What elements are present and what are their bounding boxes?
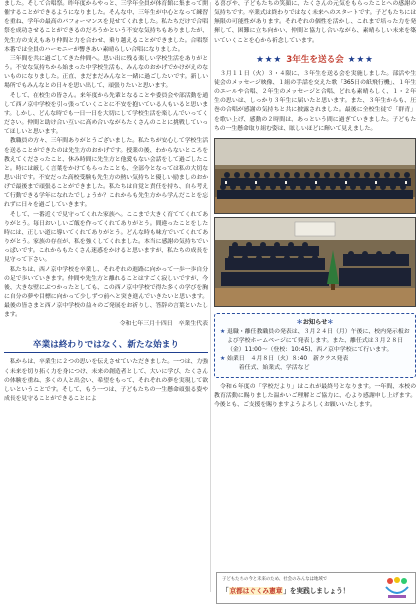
column-divider xyxy=(210,2,211,592)
address-paragraph-3: そして、在校生の皆さん。来年度から先輩となることや委員会や部活動を通して西ノ京中学校を引っ張っていくことに不安を抱いている人もいると思います。しかし、どんな時でも一日一日を大切にして学校生活を楽しんでいってください。仲間と助け合い互いに高め合いながらたくさんのことに挑戦していってほしいと思います。 xyxy=(4,92,208,136)
principal-paragraph: 私からは、卒業生に２つの思いを伝えさせていただきました。一つは、力強く未来を切り拓く力を身につけ、未来の創造者として、大いに学び、たくさんの体験を重ね、多くの人と出会い、希望をもって、それぞれの夢を実現して欲しいということです。そして、もう一つは、子どもたちの一生懸命頑張る姿や成長を見守ることができることによ xyxy=(4,359,208,403)
notice-item-text: 始業日 ４月８日（火）８:40 新クラス発表 着任式、始業式、学活など xyxy=(227,355,349,371)
left-column xyxy=(4,0,208,404)
section-heading-farewell xyxy=(214,53,416,65)
address-paragraph-1: ました。そして合唱祭。昨年度からやっと、三学年全員が体育館に集まって開催することができるようになりました。そんな中、三年生が中心となって練習を重ね、学年の最高のパフォーマンスを見せてくれました。私たちだけで合唱祭を成功させることができるのだろうかという不安な気持ちもありましたが、先生方の支えもあり仲間と力を合わせ、乗り越えることができました。合唱祭本番では全員のハーモニーが響きあい素晴らしい合唱になりました。 xyxy=(4,1,208,53)
farewell-heading-title: 3年生を送る会 xyxy=(286,54,344,65)
address-paragraph-4: 教職員の方々、三年間ありがとうございました。私たちが安心して学校生活を送ることができたのは先生方のおかげです。授業の後、わからないところを教えてくださったこと、休み時間に先生方と他愛もない会話をして過ごしたこと。時には厳しく言葉をかけてもらったことも、全部今となっては私の大切な思い出です。不安だった高校受験も先生方の熱い気持ちと優しい励ましのおかげで最後まで頑張ることができました。私たちは自覚と責任を持ち、自ら考えて行動できる学年になれたでしょうか？これからも先生方から学んだことを忘れずに日々を過ごしていきます。 xyxy=(4,138,208,209)
banner-slogan xyxy=(222,585,349,595)
signature-line: 令和七年三月十四日 卒業生代表 xyxy=(119,321,208,328)
hagukumi-charter-banner xyxy=(216,572,416,604)
star-decoration-left: ★★★ xyxy=(256,54,283,65)
farewell-paragraph: ３月１１日（火）３・４限に、３年生を送る会を実施しました。部活や生徒会のメッセージ映像、１組の手話を交えた歌「365日の紙飛行機」、１年生のエールや合唱、２年生のメッセージと合唱、どれも素晴らしく、１・２年生の思いは、しっかり３年生に届いたと思います。また、３年生からも、圧巻の合唱が感謝の気持ちと共に披露されました。最後に全校生徒で「群青」を歌い上げ、感動の２時間は、あっという間に過ぎていきました。子どもたちの一生懸命取り組む姿は、眩しいほどに輝いて見えました。 xyxy=(214,70,416,132)
principal-paragraph-continued: る喜びや、子どもたちの笑顔に、たくさんの元気をもらったことへの感謝の気持ちです。卒業式は終わりではなく未来へのスタートです。子どもたちには無限の可能性があります。それぞれの個性を活かし、これまで培った力を発揮して、困難に立ち向かい、仲間と協力し合いながら、素晴らしい未来を築いていくことを心から祈念しています。 xyxy=(214,1,416,44)
asterisk-icon: ＊ xyxy=(296,318,303,326)
star-decoration-right: ★★★ xyxy=(347,54,374,65)
choir-photo-2-image xyxy=(215,218,415,306)
right-column xyxy=(214,0,416,595)
address-paragraph-6: 私たちは、西ノ京中学校を卒業し、それぞれの進路に向かって一歩一歩自分の足で歩いていきます。仲間や先生方と離れることはすごく寂しいですが、今後、大きな壁にぶつかったとしても、この西ノ京中学校で得た多くの学びを胸に自分の夢や目標に向かって少しずつ前へと突き進んでいきたいと思います。最後の皆さまと西ノ京中学校の益々のご発展をお祈りし、答辞の言葉といたします。 xyxy=(4,266,208,319)
closing-paragraph: 令和６年度の「学校だより」はこれが最終号となります。一年間、本校の教育活動に賜りました温かいご理解とご協力に、心より感謝申し上げます。今後とも、ご支援を賜りますようよろしくお願いいたします。 xyxy=(214,383,416,409)
notice-item-staff-transfer xyxy=(220,328,410,355)
star-bullet-icon: ★ xyxy=(220,328,226,335)
charter-logo-icon xyxy=(382,575,412,601)
notice-title xyxy=(220,317,410,326)
notice-title-text: お知らせ xyxy=(302,318,328,326)
asterisk-icon: ＊ xyxy=(327,318,334,326)
address-paragraph-2: 三年間を共に過ごしてきた仲間へ。思い出に残る楽しい学校生活をありがとう。不安な気持ちから始まった中学校生活も、みんなのおかげでかけがえのないものになりました。正直、まだまだみんなと一緒に過ごしたいです。新しい場所でもみんなとの日々を思い出して、頑張りたいと思います。 xyxy=(4,55,208,90)
banner-brand: 京都はぐくみ憲章 xyxy=(229,587,283,595)
star-bullet-icon: ★ xyxy=(220,355,226,362)
notice-item-term-start xyxy=(220,355,410,373)
banner-slogan-suffix: 」を実践しましょう！ xyxy=(283,587,350,595)
choir-photo-2 xyxy=(214,217,416,307)
address-paragraph-5: そして、一番近くで見守ってくれた家族へ。ここまで大きく育ててくれてありがとう。毎日おいしいご飯を作ってくれてありがとう。間違ったことをした時には、正しい道に導いてくれてありがとう。どんな時も味方でいてくれてありがとう。家族の存在が、私を強くしてくれました。本当に感謝の気持ちでいっぱいです。これからもたくさん迷惑をかけると思いますが、私たちの成長を見守って下さい。 xyxy=(4,211,208,264)
banner-slogan-prefix: 「 xyxy=(222,587,229,595)
notice-item-text: 退職・離任教職員の発表は、３月２４日（月）午後に、校内発示板および学校ホームページにて発表します。また、離任式は３月２８日（金）11:00～（登校：10:45)、西ノ京中学校にて行います。 xyxy=(227,328,410,353)
choir-photo-1-image xyxy=(215,139,415,213)
section-heading-graduation: 卒業は終わりではなく、新たな始まり xyxy=(4,338,208,353)
banner-caption: 子どもたちの今と未来のため、社会のみんなは地域で xyxy=(222,577,328,582)
notice-box xyxy=(214,313,416,378)
choir-photo-1 xyxy=(214,138,416,214)
